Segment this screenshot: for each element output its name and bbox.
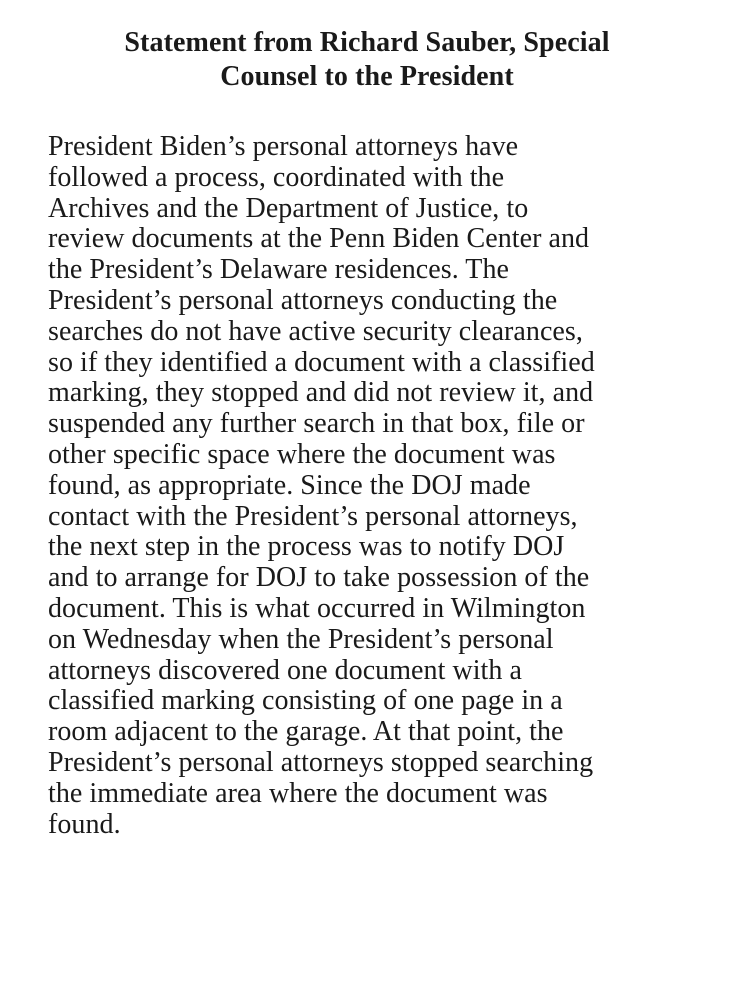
body-line-14: the next step in the process was to notify DOJ (48, 531, 565, 563)
body-line-12: found, as appropriate. Since the DOJ made (48, 469, 531, 501)
body-line-20: room adjacent to the garage. At that point, the (48, 716, 564, 748)
body-line-15: and to arrange for DOJ to take possession of the (48, 562, 590, 594)
body-line-19: classified marking consisting of one page in a (48, 685, 563, 717)
body-line-18: attorneys discovered one document with a (48, 654, 522, 686)
body-line-16: document. This is what occurred in Wilmington (48, 592, 586, 624)
body-line-10: suspended any further search in that box, file or (48, 408, 585, 440)
body-line-17: on Wednesday when the President’s personal (48, 623, 554, 655)
body-line-21: President’s personal attorneys stopped searching (48, 746, 594, 778)
statement-title (30, 26, 704, 94)
body-line-22: the immediate area where the document was (48, 777, 548, 809)
body-line-1: President Biden’s personal attorneys have (48, 131, 519, 162)
body-line-13: contact with the President’s personal attorneys, (48, 500, 578, 532)
statement-body (48, 132, 728, 840)
body-line-4: review documents at the Penn Biden Center and (48, 223, 590, 255)
body-line-11: other specific space where the document was (48, 438, 556, 470)
title-line-1: Statement from Richard Sauber, Special (124, 27, 610, 58)
body-line-5: the President’s Delaware residences. The (48, 254, 509, 286)
body-line-7: searches do not have active security clearances, (48, 315, 583, 347)
body-line-3: Archives and the Department of Justice, to (48, 192, 529, 224)
body-line-2: followed a process, coordinated with the (48, 161, 505, 193)
body-line-6: President’s personal attorneys conducting the (48, 284, 558, 316)
title-line-2: Counsel to the President (220, 61, 514, 92)
body-line-9: marking, they stopped and did not review it, and (48, 377, 594, 409)
body-line-23: found. (48, 808, 121, 840)
body-line-8: so if they identified a document with a classified (48, 346, 595, 378)
